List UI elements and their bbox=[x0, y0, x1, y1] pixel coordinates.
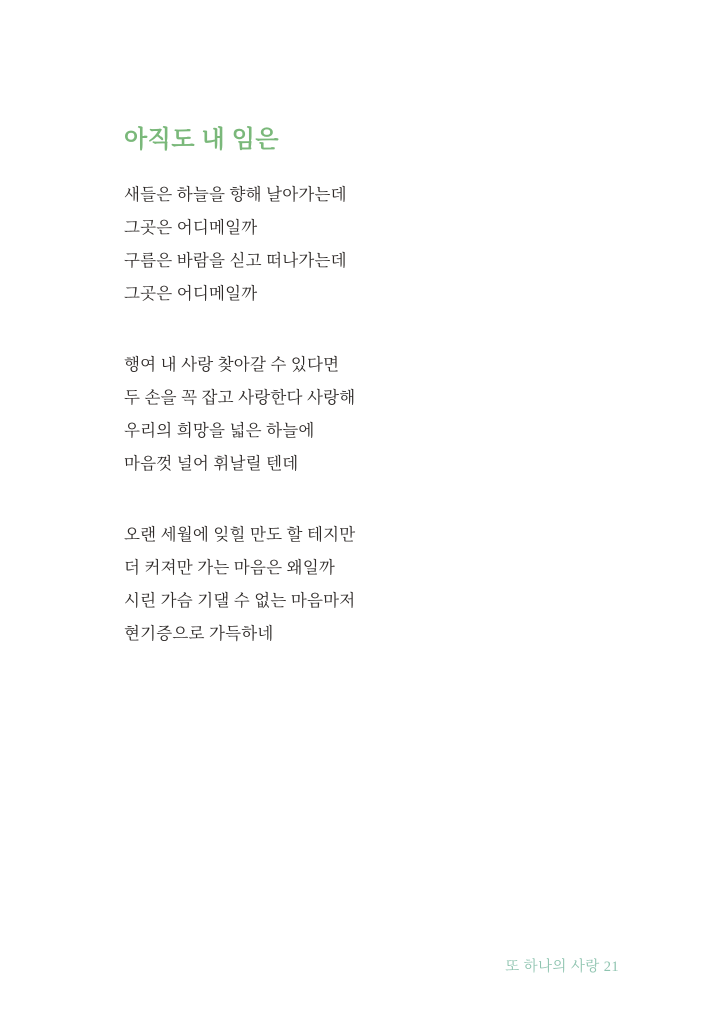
poem-line: 구름은 바람을 싣고 떠나가는데 bbox=[124, 251, 347, 270]
poem-line: 시린 가슴 기댈 수 없는 마음마저 bbox=[124, 591, 356, 610]
poem-line: 마음껏 널어 휘날릴 텐데 bbox=[124, 454, 299, 473]
poem-stanza bbox=[124, 348, 564, 480]
page-footer bbox=[505, 955, 619, 976]
poem-body bbox=[124, 178, 564, 650]
poem-stanza bbox=[124, 518, 564, 650]
poem-line: 오랜 세월에 잊힐 만도 할 테지만 bbox=[124, 525, 356, 544]
footer-book-title: 또 하나의 사랑 bbox=[505, 959, 600, 975]
poem-line: 두 손을 꼭 잡고 사랑한다 사랑해 bbox=[124, 388, 356, 407]
page-title: 아직도 내 임은 bbox=[124, 127, 280, 154]
poem-line: 그곳은 어디메일까 bbox=[124, 218, 258, 237]
poem-line: 행여 내 사랑 찾아갈 수 있다면 bbox=[124, 355, 340, 374]
poem-line: 더 커져만 가는 마음은 왜일까 bbox=[124, 558, 335, 577]
poem-line: 새들은 하늘을 향해 날아가는데 bbox=[124, 185, 347, 204]
poem-stanza bbox=[124, 178, 564, 310]
footer-page-number: 21 bbox=[603, 959, 619, 975]
poem-line: 우리의 희망을 넓은 하늘에 bbox=[124, 421, 315, 440]
poem-line: 그곳은 어디메일까 bbox=[124, 284, 258, 303]
poem-line: 현기증으로 가득하네 bbox=[124, 624, 274, 643]
